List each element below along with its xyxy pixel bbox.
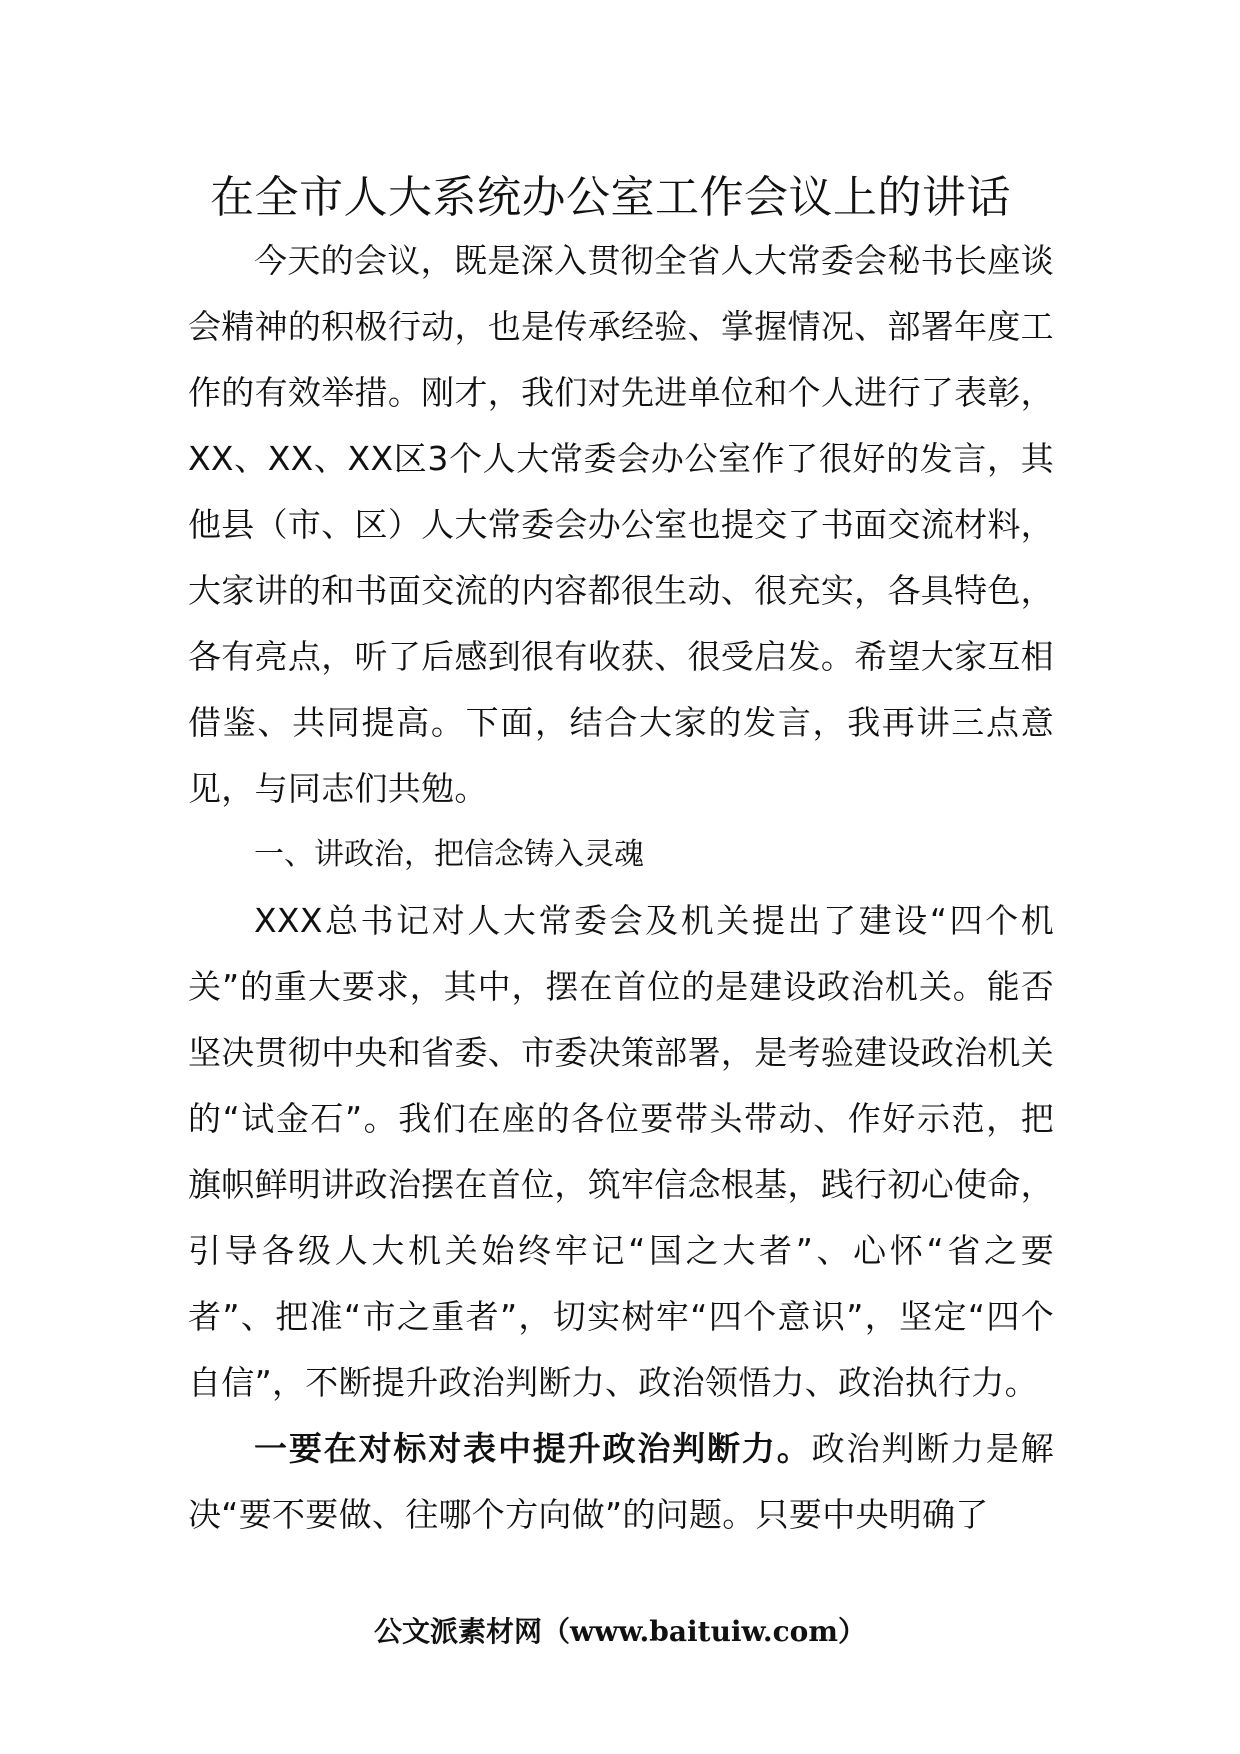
document-title: 在全市人大系统办公室工作会议上的讲话 <box>210 172 1011 223</box>
intro-paragraph: 今天的会议，既是深入贯彻全省人大常委会秘书长座谈会精神的积极行动，也是传承经验、掌握情况、部署年度工作的有效举措。刚才，我们对先进单位和个人进行了表彰，XX、XX、XX区3个人大常委会办公室作了很好的发言，其他县（市、区）人大常委会办公室也提交了书面交流材料，大家讲的和书面交流的内容都很生动、很充实，各具特色，各有亮点，听了后感到很有收获、很受启发。希望大家互相借鉴、共同提高。下面，结合大家的发言，我再讲三点意见，与同志们共勉。 <box>188 241 1054 808</box>
point-lead: 一要在对标对表中提升政治判断力。 <box>254 1429 812 1468</box>
document-body <box>188 168 1054 1548</box>
section-heading: 一、讲政治，把信念铸入灵魂 <box>254 837 644 872</box>
watermark-footer: 公文派素材网（www.baituiw.com） <box>374 1615 866 1648</box>
point-paragraph <box>188 1416 1054 1548</box>
section-paragraph: XXX总书记对人大常委会及机关提出了建设“四个机关”的重大要求，其中，摆在首位的是建设政治机关。能否坚决贯彻中央和省委、市委决策部署，是考验建设政治机关的“试金石”。我们在座的各位要带头带动、作好示范，把旗帜鲜明讲政治摆在首位，筑牢信念根基，践行初心使命，引导各级人大机关始终牢记“国之大者”、心怀“省之要者”、把准“市之重者”，切实树牢“四个意识”，坚定“四个自信”，不断提升政治判断力、政治领悟力、政治执行力。 <box>188 901 1054 1402</box>
point-text: 政治判断力是解决“要不要做、往哪个方向做”的问题。只要中央明确了 <box>188 1429 1054 1534</box>
